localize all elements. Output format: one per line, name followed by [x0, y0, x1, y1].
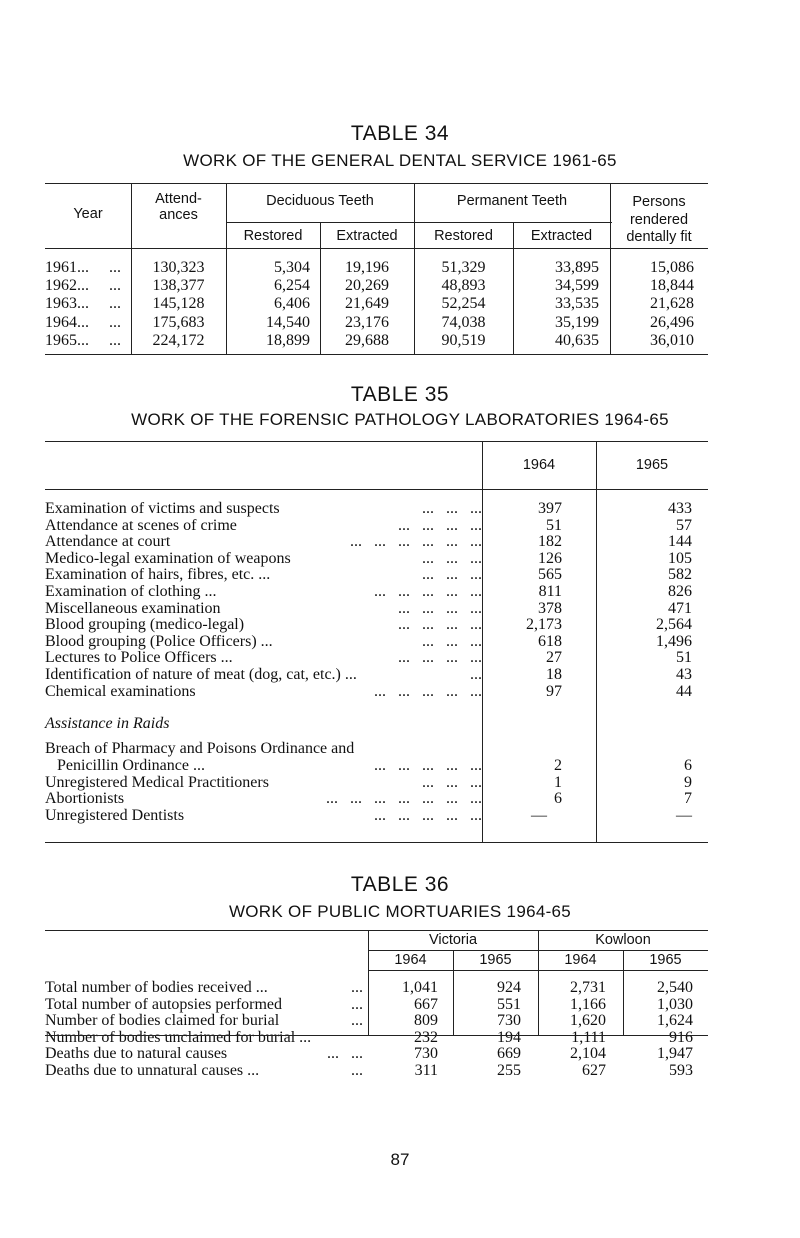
table36-row [45, 1063, 363, 1080]
table34-header-permanent: Permanent Teeth [456, 193, 568, 209]
table36-header-rule [368, 970, 708, 971]
table35-raid-value-1965: 6 [684, 757, 692, 774]
table36-kow-1964: 1,620 [570, 1012, 606, 1030]
table34-group-rule [226, 222, 612, 223]
table34-year: 1961... [45, 259, 89, 276]
table35-row-label: Attendance at scenes of crime [45, 517, 237, 534]
table34-header-rule [45, 248, 708, 249]
table36-kow-1965: 916 [669, 1028, 693, 1046]
table35-row-label: Chemical examinations [45, 683, 196, 700]
table35-row [45, 667, 482, 684]
table35-value-1964: 182 [538, 533, 562, 551]
table36-row-label: Deaths due to natural causes [45, 1046, 228, 1063]
table34-perm-extracted: 33,535 [555, 295, 599, 313]
table34-dec-restored: 6,254 [274, 277, 310, 295]
table35-row-dots: ... ... ... ... ... [374, 683, 482, 700]
table36-row-dots: ... [351, 1063, 363, 1079]
table34-persons: 26,496 [650, 313, 694, 331]
table35-row [45, 601, 482, 618]
table35-value-1964: 27 [546, 649, 562, 667]
table34-persons: 36,010 [650, 331, 694, 349]
table35-row-label: Examination of hairs, fibres, etc. ... [45, 567, 271, 584]
table36-header-vic-1964: 1964 [394, 952, 427, 968]
table35-row-label: Miscellaneous examination [45, 600, 221, 617]
table36-header-vic-1965: 1965 [479, 952, 512, 968]
table34-perm-restored: 74,038 [441, 313, 486, 331]
table36-row-label: Number of bodies unclaimed for burial ... [45, 1029, 312, 1046]
table35-row-label: Examination of victims and suspects [45, 501, 280, 517]
table35-row [45, 584, 482, 601]
table34-perm-restored: 52,254 [441, 295, 486, 313]
table35-row [45, 684, 482, 701]
table34-year: 1965... [45, 331, 89, 349]
table35-row-dots: ... ... ... ... [398, 617, 482, 634]
table35-value-1965: 57 [676, 516, 692, 534]
table35-title: WORK OF THE FORENSIC PATHOLOGY LABORATORIES 1964-65 [131, 410, 669, 429]
table36-row [45, 1046, 363, 1063]
table36-row [45, 980, 363, 997]
table35-value-1965: 43 [676, 666, 692, 683]
table34-dec-restored: 5,304 [274, 259, 310, 276]
table34-dots: ... [109, 313, 121, 331]
table35-row [45, 501, 482, 518]
table34-perm-restored: 90,519 [441, 331, 486, 349]
table36-header-victoria: Victoria [428, 932, 478, 948]
table35-row [45, 650, 482, 667]
table35-value-1965: 144 [668, 533, 692, 551]
table35-value-1965: 51 [676, 649, 692, 667]
table35-row-label: Lectures to Police Officers ... [45, 650, 233, 667]
table34-header-perm-extracted: Extracted [530, 228, 593, 244]
table34-perm-extracted: 33,895 [555, 259, 599, 276]
table34-dec-restored: 6,406 [274, 295, 310, 313]
table36-vic-1964: 809 [414, 1012, 438, 1030]
table35-value-1965: 1,496 [656, 632, 692, 650]
table35-raid-label: Abortionists [45, 791, 125, 808]
table35-value-1965: 433 [668, 500, 692, 517]
table36-row [45, 1030, 363, 1047]
table35-header-1964: 1964 [522, 457, 556, 473]
table34-attendances: 145,128 [152, 295, 205, 313]
table36-header-kow-1965: 1965 [649, 952, 682, 968]
table36-bottom-rule [45, 1035, 708, 1036]
table35-row-dots: ... ... ... ... ... ... [350, 534, 482, 551]
table35-bottom-rule [45, 842, 708, 843]
table35-raid-label: Unregistered Dentists [45, 807, 185, 824]
table36-kow-1965: 1,030 [657, 995, 693, 1013]
table35-value-1964: 126 [538, 549, 562, 567]
table35-raid-row [45, 808, 482, 825]
table35-row [45, 534, 482, 551]
table35-raid-value-1965: 9 [684, 773, 692, 791]
table35-row-label: Identification of nature of meat (dog, cat, etc.) ... [45, 667, 357, 683]
table36-kow-1964: 1,111 [571, 1028, 606, 1046]
table34-dec-restored: 14,540 [266, 313, 310, 331]
table36-vic-1965: 730 [497, 1012, 521, 1030]
table35-row-label: Attendance at court [45, 534, 171, 551]
table35-raid-value-1964: 1 [554, 773, 562, 791]
table34-dots: ... [109, 331, 121, 349]
table35-row-label: Medico-legal examination of weapons [45, 550, 291, 567]
table34-persons: 18,844 [650, 277, 694, 295]
table34-top-rule [45, 183, 708, 184]
table35-value-1964: 51 [546, 516, 562, 534]
table36-kow-1965: 1,624 [657, 1012, 693, 1030]
table34-attendances: 175,683 [152, 313, 205, 331]
table35-value-1964: 618 [538, 632, 562, 650]
table36-row-label: Number of bodies claimed for burial [45, 1013, 280, 1030]
table35-value-1965: 2,564 [656, 616, 692, 634]
table34-year: 1963... [45, 295, 89, 313]
table34-title: WORK OF THE GENERAL DENTAL SERVICE 1961-65 [183, 151, 617, 170]
table35-raid-row [45, 775, 482, 792]
table35-raid-label: Unregistered Medical Practitioners [45, 774, 269, 791]
table36-vic-1964: 232 [414, 1028, 438, 1046]
table34-header-attend1: Attend- [155, 191, 202, 207]
table35-value-1964: 397 [538, 500, 562, 517]
table35-raid-row [45, 791, 482, 808]
table34-persons: 21,628 [650, 295, 694, 313]
table34-dec-extracted: 21,649 [345, 295, 389, 313]
table36-group-rule [368, 950, 708, 951]
table35-row [45, 617, 482, 634]
table35-row-dots: ... ... ... ... [398, 517, 482, 534]
table36-header-kow-1964: 1964 [564, 952, 597, 968]
table34-bottom-rule [45, 354, 708, 355]
table34-dec-extracted: 23,176 [345, 313, 389, 331]
table35-row-dots: ... ... ... ... ... [374, 584, 482, 600]
table34-header-persons2: rendered [629, 212, 689, 228]
table34-perm-extracted: 40,635 [555, 331, 599, 349]
table35-value-1964: 18 [546, 666, 562, 683]
table35-raids-line1: Breach of Pharmacy and Poisons Ordinance and [45, 740, 355, 757]
table35-row-dots: ... ... ... [422, 550, 482, 567]
table35-value-1965: 105 [668, 549, 692, 567]
table34-header-persons1: Persons [632, 194, 686, 210]
table35-row-label: Blood grouping (Police Officers) ... [45, 633, 273, 650]
table36-vic-1965: 551 [497, 995, 521, 1013]
table34-header-perm-restored: Restored [434, 228, 493, 244]
table35-raid-dots: ... ... ... ... ... ... ... [326, 791, 482, 808]
table36-kow-1964: 2,731 [570, 979, 606, 996]
table35-row [45, 634, 482, 651]
table36-row-label: Deaths due to unnatural causes ... [45, 1063, 260, 1079]
table36-row-dots: ... [351, 1013, 363, 1030]
table35-raid-row [45, 758, 482, 775]
table35-value-1964: 565 [538, 566, 562, 584]
table34-header-persons3: dentally fit [626, 229, 692, 245]
table35-value-1964: 811 [538, 583, 562, 600]
table35-row [45, 567, 482, 584]
table34-header-attend2: ances [159, 207, 198, 223]
table35-value-1964: 97 [546, 682, 562, 700]
table34-year: 1962... [45, 277, 89, 295]
table36-row-dots: ... [351, 996, 363, 1013]
table35-value-1965: 826 [668, 583, 692, 600]
table34-perm-restored: 48,893 [441, 277, 486, 295]
table35-raid-label: Penicillin Ordinance ... [57, 758, 205, 774]
table36-header-kowloon: Kowloon [595, 932, 651, 948]
table36-vic-1965: 669 [497, 1045, 521, 1063]
table36-vic-1964: 667 [414, 995, 438, 1013]
table34-dec-extracted: 19,196 [345, 259, 389, 276]
table35-row-dots: ... [470, 667, 482, 683]
table35-header-rule [45, 489, 708, 490]
table36-vic-1965: 924 [497, 979, 521, 996]
page-number: 87 [390, 1150, 410, 1169]
table35-row-dots: ... ... ... [422, 633, 482, 650]
table36-kow-1965: 2,540 [657, 979, 693, 996]
table34-dots: ... [109, 277, 121, 295]
table34-dec-extracted: 20,269 [345, 277, 389, 295]
table34-perm-extracted: 35,199 [555, 313, 599, 331]
table35-value-1965: 44 [676, 682, 692, 700]
table36-row [45, 997, 363, 1014]
table35-row-dots: ... ... ... [422, 567, 482, 584]
table34-header-year: Year [73, 206, 103, 222]
table36-row-dots: ... ... [327, 1046, 363, 1063]
table36-vic-1964: 311 [414, 1062, 438, 1079]
table34-attendances: 224,172 [152, 331, 205, 349]
table34-dots: ... [109, 295, 121, 313]
table36-title: WORK OF PUBLIC MORTUARIES 1964-65 [228, 902, 572, 921]
table36-kow-1964: 1,166 [570, 995, 606, 1013]
table35-row-label: Examination of clothing ... [45, 584, 217, 600]
table36-top-rule [45, 930, 708, 931]
table35-value-1965: 582 [668, 566, 692, 584]
table36-row-label: Total number of autopsies performed [45, 996, 283, 1013]
table36-vic-1964: 1,041 [402, 979, 438, 996]
table34-dec-restored: 18,899 [266, 331, 310, 349]
table36-number: TABLE 36 [350, 873, 450, 896]
table36-kow-1964: 2,104 [570, 1045, 606, 1063]
table35-raid-dots: ... ... ... [422, 774, 482, 791]
table35-raid-dots: ... ... ... ... ... [374, 758, 482, 774]
table34-header-dec-restored: Restored [243, 228, 303, 244]
table35-raid-value-1964: 6 [554, 790, 562, 808]
table35-number: TABLE 35 [350, 383, 450, 406]
table35-row-label: Blood grouping (medico-legal) [45, 617, 245, 634]
table36-kow-1965: 593 [669, 1062, 693, 1079]
table35-raid-value-1964: — [531, 806, 547, 824]
table34-attendances: 130,323 [152, 259, 205, 276]
table36-vic-1965: 255 [497, 1062, 521, 1079]
table35-row-dots: ... ... ... ... [398, 650, 482, 667]
table35-row-dots: ... ... ... ... [398, 600, 482, 617]
table34-perm-extracted: 34,599 [555, 277, 599, 295]
table36-row-label: Total number of bodies received ... [45, 980, 268, 996]
table34-attendances: 138,377 [152, 277, 205, 295]
table34-perm-restored: 51,329 [441, 259, 486, 276]
table34-persons: 15,086 [650, 259, 694, 276]
table35-value-1964: 378 [538, 599, 562, 617]
table34-dec-extracted: 29,688 [345, 331, 389, 349]
table35-row [45, 518, 482, 535]
table35-row-dots: ... ... ... [422, 501, 482, 517]
table35-value-1964: 2,173 [526, 616, 562, 634]
table36-kow-1965: 1,947 [657, 1045, 693, 1063]
table34-dots: ... [109, 259, 121, 276]
table35-raid-value-1965: 7 [684, 790, 692, 808]
table36-kow-1964: 627 [582, 1062, 606, 1079]
table35-raid-value-1964: 2 [554, 757, 562, 774]
table34-year: 1964... [45, 313, 89, 331]
table35-value-1965: 471 [668, 599, 692, 617]
table36-row-dots: ... [351, 980, 363, 996]
table35-top-rule [45, 441, 708, 442]
table36-vic-1965: 194 [497, 1028, 521, 1046]
table35-raids-heading: Assistance in Raids [45, 715, 170, 732]
table34-header-deciduous: Deciduous Teeth [266, 193, 374, 209]
table35-header-1965: 1965 [635, 457, 669, 473]
table34-header-dec-extracted: Extracted [336, 228, 398, 244]
table36-row [45, 1013, 363, 1030]
table34-number: TABLE 34 [350, 122, 450, 145]
table35-row [45, 551, 482, 568]
table36-vic-1964: 730 [414, 1045, 438, 1063]
table35-raid-dots: ... ... ... ... ... [374, 807, 482, 824]
table35-raid-value-1965: — [676, 806, 692, 824]
